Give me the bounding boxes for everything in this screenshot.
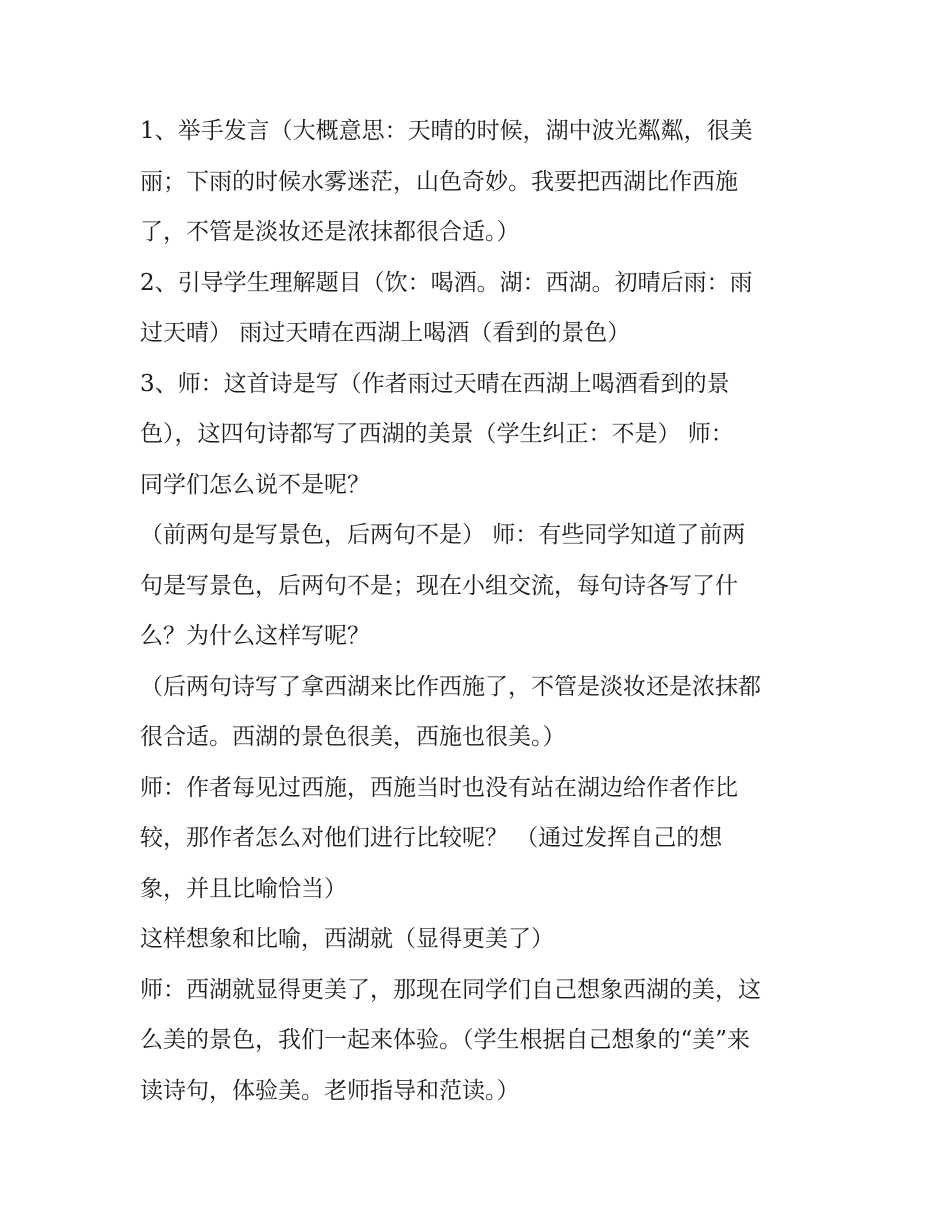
text-line: 3、师：这首诗是写（作者雨过天晴在西湖上喝酒看到的景 bbox=[140, 370, 730, 397]
text-line: 了，不管是淡妆还是浓抹都很合适。） bbox=[140, 219, 520, 245]
text-line: 师：西湖就显得更美了，那现在同学们自己想象西湖的美，这 bbox=[140, 976, 761, 1003]
text-line: 2、引导学生理解题目（饮：喝酒。湖：西湖。初晴后雨：雨 bbox=[140, 269, 753, 296]
text-line: 色），这四句诗都写了西湖的美景（学生纠正：不是） 师： bbox=[140, 421, 734, 447]
text-line: 读诗句，体验美。老师指导和范读。） bbox=[140, 1077, 520, 1104]
text-line: 么？为什么这样写呢？ bbox=[140, 623, 370, 649]
text-line: 象，并且比喻恰当） bbox=[140, 875, 347, 902]
text-line: 师：作者每见过西施，西施当时也没有站在湖边给作者作比 bbox=[140, 774, 738, 801]
text-line: 么美的景色，我们一起来体验。（学生根据自己想象的“美”来 bbox=[140, 1027, 751, 1053]
text-line: （后两句诗写了拿西湖来比作西施了，不管是淡妆还是浓抹都 bbox=[140, 673, 761, 700]
text-line: 1、举手发言（大概意思：天晴的时候，湖中波光粼粼，很美 bbox=[140, 118, 753, 144]
text-line: 丽；下雨的时候水雾迷茫，山色奇妙。我要把西湖比作西施 bbox=[140, 168, 738, 195]
text-line: 过天晴） 雨过天晴在西湖上喝酒（看到的景色） bbox=[140, 320, 631, 346]
text-line: 较，那作者怎么对他们进行比较呢？ （通过发挥自己的想 bbox=[140, 825, 723, 851]
text-line: （前两句是写景色，后两句不是） 师：有些同学知道了前两 bbox=[140, 522, 746, 548]
text-line: 同学们怎么说不是呢？ bbox=[140, 471, 370, 498]
document-body bbox=[140, 106, 820, 1116]
text-line: 句是写景色，后两句不是；现在小组交流，每句诗各写了什 bbox=[140, 572, 738, 599]
text-line: 很合适。西湖的景色很美，西施也很美。） bbox=[140, 724, 566, 750]
text-line: 这样想象和比喻，西湖就（显得更美了） bbox=[140, 926, 554, 952]
